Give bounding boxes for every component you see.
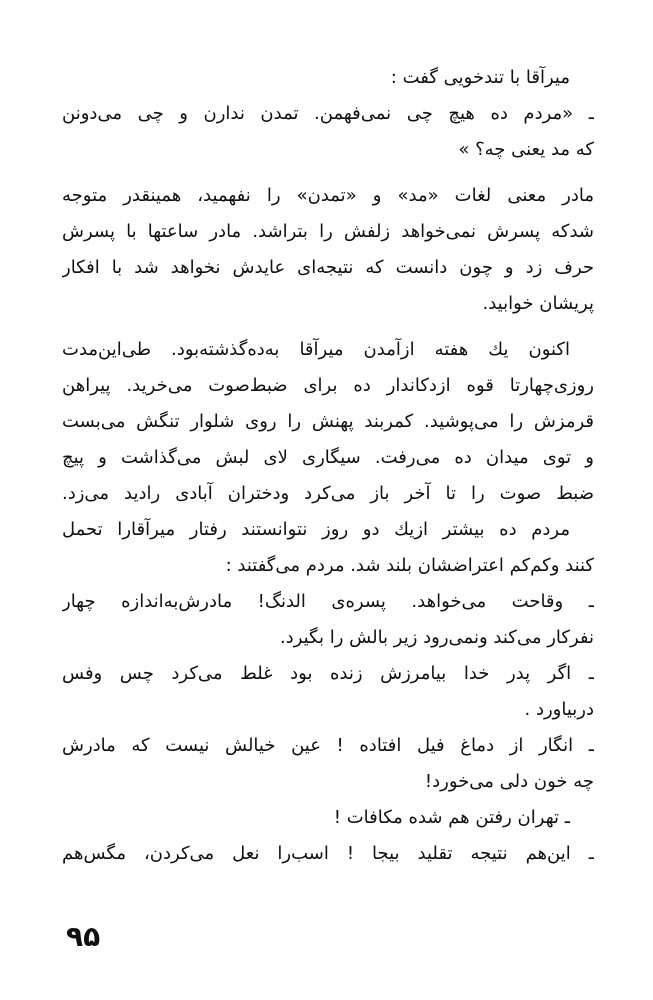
text-line-12: ضبط صوت را تا آخر باز می‌کرد ودختران آبادی رادید می‌زد. [62,483,594,504]
text-line-14: کنند وکم‌کم اعتراضشان بلند شد. مردم می‌گفتند : [225,555,594,576]
text-line-5: شدکه پسرش نمی‌خواهد زلفش را بتراشد. مادر ساعتها با پسرش [62,221,594,242]
body-text [62,60,594,872]
text-line-17: ـ اگر پدر خدا بیامرزش زنده بود غلط می‌کرد چس وفس [62,663,594,684]
text-line-4: مادر معنی لغات «مد» و «تمدن» را نفهمید، همینقدر متوجه [62,185,594,206]
page-number: ۹۵ [66,920,101,953]
text-line-20: چه خون دلی می‌خورد! [424,771,594,792]
text-line-22: ـ این‌هم نتیجه تقلید بیجا ! اسب‌را نعل می‌کردن، مگس‌هم [62,843,594,864]
text-line-9: روزی‌چهارتا قوه ازدکاندار ده برای ضبط‌صوت می‌خرید. پیراهن [62,375,594,396]
text-line-19: ـ انگار از دماغ فیل افتاده ! عین خیالش نیست که مادرش [62,735,594,756]
text-line-8: اکنون یك هفته ازآمدن میرآقا به‌ده‌گذشته‌بود. طی‌این‌مدت [62,339,570,360]
text-line-2: ـ «مردم ده هیچ چی نمی‌فهمن. تمدن ندارن و چی می‌دونن [62,103,594,124]
text-line-21: ـ تهران رفتن هم شده مکافات ! [333,807,570,828]
text-line-7: پریشان خوابید. [482,293,594,314]
text-line-18: دربیاورد . [524,699,594,720]
text-line-6: حرف زد و چون دانست که نتیجه‌ای عایدش نخواهد شد با افکار [62,257,594,278]
text-line-16: نفرکار می‌کند ونمی‌رود زیر بالش را بگیرد. [279,627,594,648]
text-line-15: ـ وقاحت می‌خواهد. پسره‌ی الدنگ! مادرش‌به‌اندازه چهار [62,591,594,612]
text-line-11: و توی میدان ده می‌رفت. سیگاری لای لبش می‌گذاشت و پیچ [62,447,594,468]
text-line-1: میرآقا با تندخویی گفت : [390,67,570,88]
text-line-13: مردم ده بیشتر ازیك دو روز نتوانستند رفتار میرآقارا تحمل [62,519,570,540]
text-line-10: قرمزش را می‌پوشید. کمربند پهنش را روی شلوار تنگش می‌بست [62,411,594,432]
text-line-3: که مد یعنی چه؟ » [458,139,594,160]
